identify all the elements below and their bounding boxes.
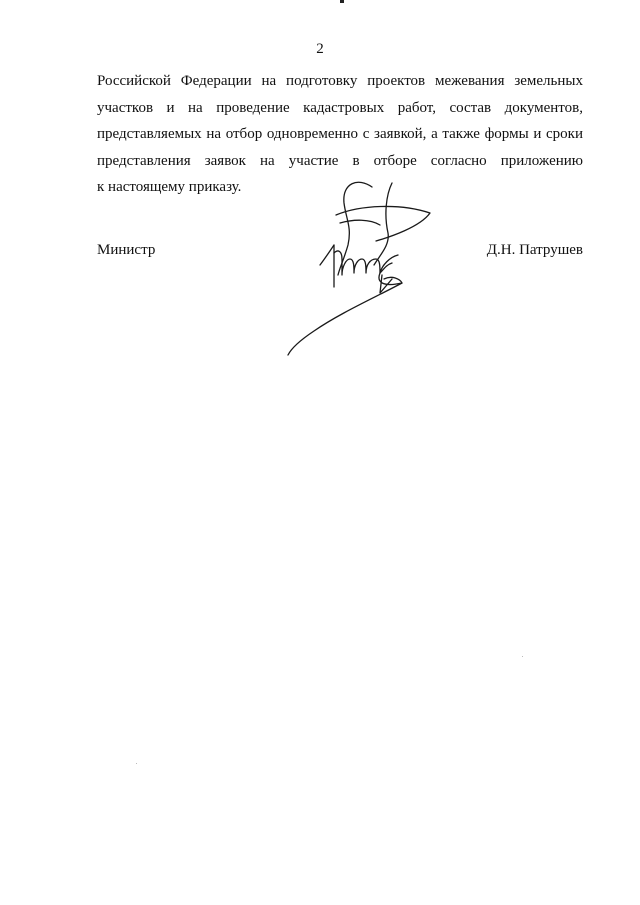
- signature-image: [280, 175, 440, 360]
- signer-name: Д.Н. Патрушев: [486, 242, 583, 258]
- scan-speck: [522, 656, 523, 657]
- body-line: участков и на проведение кадастровых работ, состав документов,: [97, 99, 583, 116]
- body-line: представляемых на отбор одновременно с заявкой, а также формы и сроки: [97, 126, 583, 142]
- scan-speck: [136, 763, 137, 764]
- page-number: 2: [316, 41, 324, 57]
- body-line: Российской Федерации на подготовку проектов межевания земельных: [97, 73, 583, 89]
- scan-mark: [340, 0, 344, 3]
- body-line: представления заявок на участие в отборе согласно приложению: [97, 152, 583, 169]
- body-line: к настоящему приказу.: [97, 179, 242, 195]
- signer-title: Министр: [97, 242, 156, 258]
